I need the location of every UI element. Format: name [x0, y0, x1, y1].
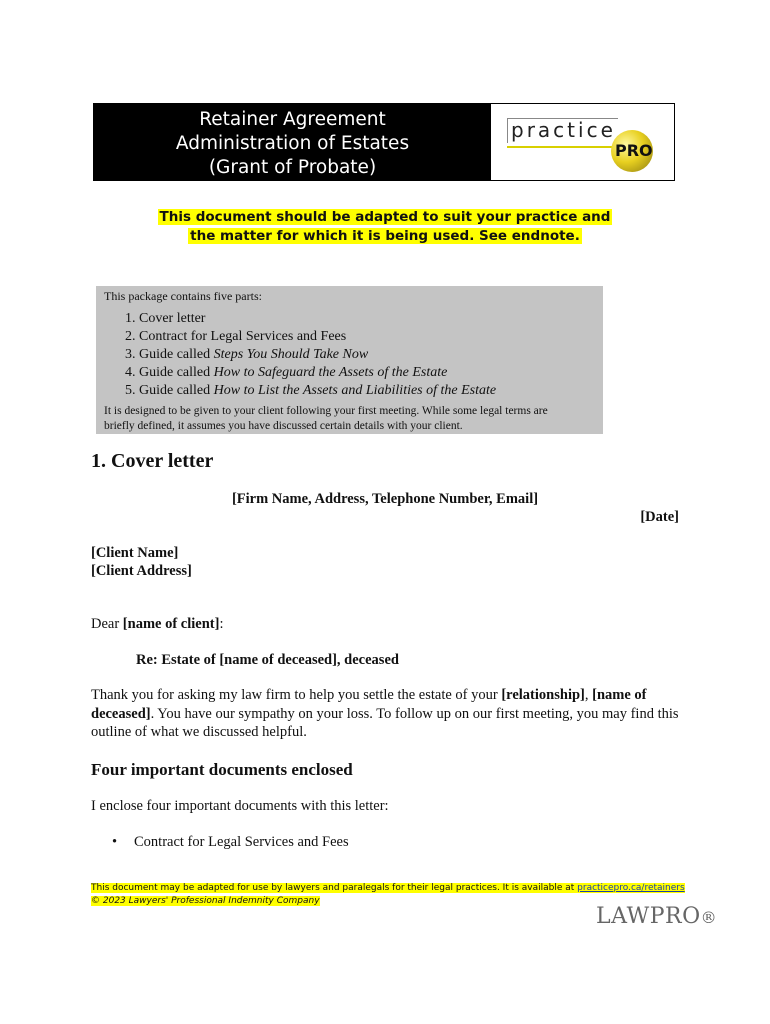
adaptation-notice — [0, 208, 770, 246]
package-contents-box — [96, 286, 603, 434]
title-banner — [93, 103, 675, 181]
intro-paragraph: Thank you for asking my law firm to help you settle the estate of your [relationship], [name of deceased]. You have our sympathy on your loss. To follow up on our first meeting, you may find this outline of what we discussed helpful. — [91, 687, 679, 740]
list-item: 1. Cover letter — [125, 311, 206, 326]
notice-line2: the matter for which it is being used. See endnote. — [190, 228, 580, 244]
package-intro: This package contains five parts: — [104, 289, 262, 303]
banner-title — [94, 104, 491, 180]
package-footer: It is designed to be given to your client following your first meeting. While some legal terms are briefly defined, it assumes you have discussed certain details with your client. — [104, 405, 548, 432]
logo-underline — [507, 146, 615, 148]
banner-title-line2: Administration of Estates — [175, 133, 410, 154]
client-address: [Client Address] — [91, 563, 192, 579]
re-line: Re: Estate of [name of deceased], deceased — [136, 652, 399, 668]
retainers-link[interactable]: practicepro.ca/retainers — [577, 883, 685, 893]
page-footer: This document may be adapted for use by lawyers and paralegals for their legal practices. It is available at practicepro.ca/retainers © 2023 Lawyers' Professional Indemnity Company — [91, 883, 685, 906]
client-name: [Client Name] — [91, 545, 179, 561]
letter-date: [Date] — [640, 509, 679, 525]
notice-line1: This document should be adapted to suit your practice and — [159, 209, 611, 225]
copyright-text: © 2023 Lawyers' Professional Indemnity Company — [91, 896, 320, 906]
client-block — [91, 544, 192, 580]
list-item: 2. Contract for Legal Services and Fees — [125, 329, 347, 344]
firm-details: [Firm Name, Address, Telephone Number, Email] — [231, 491, 539, 507]
practicepro-logo — [491, 104, 674, 180]
logo-practice-text: practice — [511, 118, 616, 142]
subheading: Four important documents enclosed — [91, 760, 353, 779]
list-item: 3. Guide called Steps You Should Take Now — [125, 347, 369, 362]
salutation: Dear [name of client]: — [91, 616, 224, 632]
list-item: • Contract for Legal Services and Fees — [112, 834, 349, 850]
enclose-text: I enclose four important documents with this letter: — [91, 798, 389, 814]
logo-pro-text: PRO — [615, 141, 653, 160]
lawpro-logo: LAWPRO® — [596, 904, 718, 929]
package-list — [125, 310, 595, 400]
banner-title-line3: (Grant of Probate) — [208, 157, 377, 178]
banner-title-line1: Retainer Agreement — [199, 109, 386, 130]
list-item: 5. Guide called How to List the Assets and Liabilities of the Estate — [125, 383, 497, 398]
list-item: 4. Guide called How to Safeguard the Assets of the Estate — [125, 365, 448, 380]
section-heading: 1. Cover letter — [91, 450, 214, 472]
